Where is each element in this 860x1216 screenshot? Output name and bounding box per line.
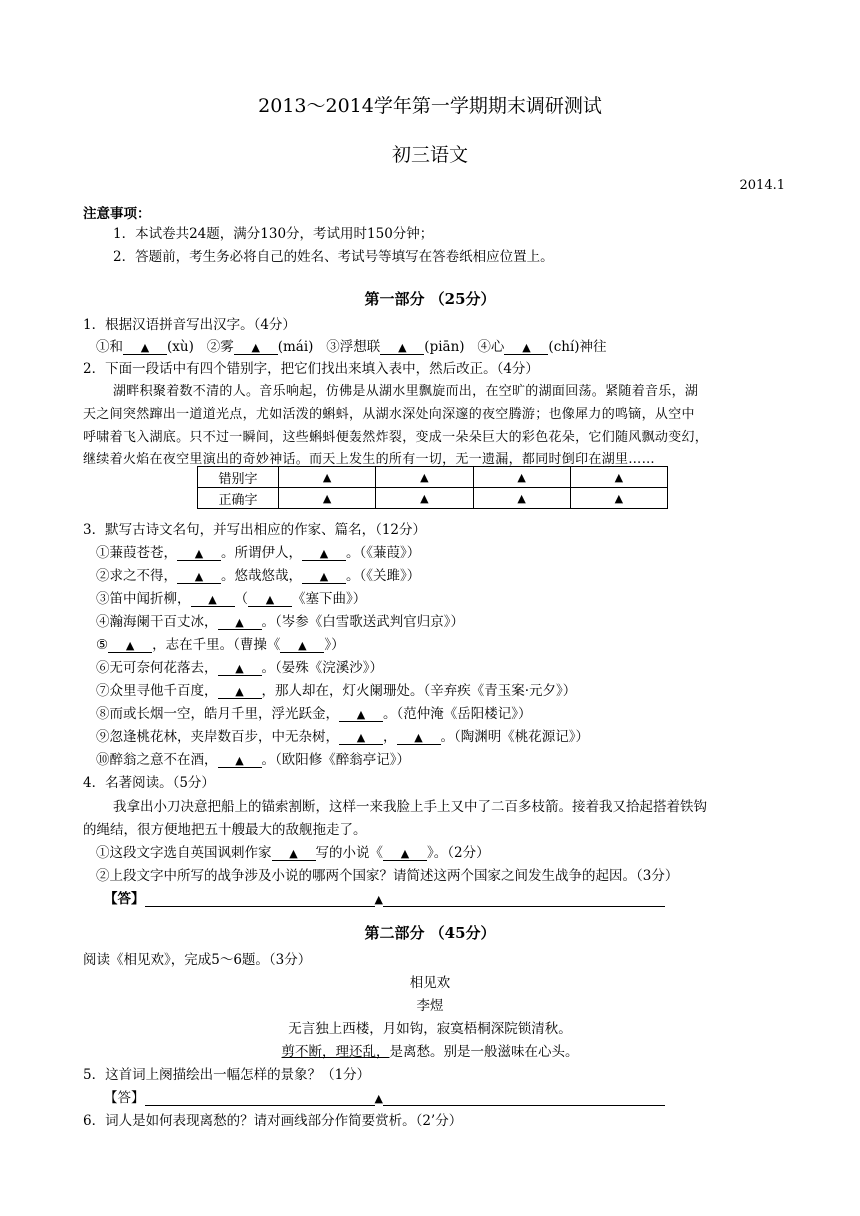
q3-blank[interactable]: ▲ — [302, 547, 346, 561]
poem-line-1: 无言独上西楼，月如钩，寂寞梧桐深院锁清秋。 — [288, 1021, 572, 1037]
q2-passage-line-2: 天之间突然蹿出一道道光点，尤如活泼的蝌蚪，从湖水深处向深邃的夜空腾游；也像犀力的鸣镝，从空中 — [83, 407, 695, 422]
note-item-2: 2．答题前，考生务必将自己的姓名、考试号等填写在答卷纸相应位置上。 — [113, 249, 554, 265]
q3-item-1 — [96, 541, 420, 561]
poem-author: 李煜 — [416, 998, 444, 1014]
q4-passage-line-1: 我拿出小刀决意把船上的锚索割断，这样一来我脸上手上又中了二百多枝箭。接着我又拾起搭着铁钩 — [113, 799, 707, 815]
q3-item-text: 》） — [324, 637, 345, 653]
q3-item-5 — [96, 633, 345, 653]
q3-item-text: 。（晏殊《浣溪沙》） — [261, 660, 383, 676]
poem-title: 相见欢 — [409, 975, 451, 991]
q3-item-text: ⑩醉翁之意不在酒， — [96, 752, 218, 768]
q1-item-3-post: (piān) — [424, 339, 465, 355]
q1-items — [96, 335, 607, 355]
q2-passage-line-1: 湖畔积聚着数不清的人。音乐响起，仿佛是从湖水里飘旋而出，在空旷的湖面回荡。紧随着音乐，湖 — [113, 384, 699, 399]
q3-item-text: 。（欧阳修《醉翁亭记》） — [261, 752, 410, 768]
q3-item-text: （ — [234, 591, 248, 607]
q4-passage-line-2: 的绳结，很方便地把五十艘最大的敌舰拖走了。 — [83, 822, 367, 838]
q3-blank[interactable]: ▲ — [339, 708, 383, 722]
q4-answer-row — [104, 887, 665, 907]
q3-item-text: 。悠哉悠哉， — [221, 568, 302, 584]
answer-line[interactable] — [145, 892, 375, 907]
q1-item-4-pre: ④心 — [477, 339, 505, 355]
answer-line[interactable] — [383, 892, 665, 907]
poem-line-2 — [0, 1040, 860, 1060]
table-label-wrong: 错别字 — [198, 467, 279, 488]
q3-blank[interactable]: ▲ — [218, 685, 262, 699]
table-cell[interactable]: ▲ — [376, 467, 473, 488]
q3-item-text: ，志在千里。（曹操《 — [152, 637, 281, 653]
q3-item-text: 。（陶渊明《桃花源记》） — [440, 729, 589, 745]
q3-item-text: ⑦众里寻他千百度， — [96, 683, 218, 699]
answer-line[interactable] — [383, 1091, 665, 1106]
answer-mark: ▲ — [374, 893, 383, 906]
q1-item-2-pre: ②雾 — [206, 339, 234, 355]
table-cell[interactable]: ▲ — [279, 467, 376, 488]
q1-blank-3[interactable]: ▲ — [380, 341, 424, 355]
poem-underlined-phrase: 剪不断，理还乱， — [281, 1044, 390, 1060]
q3-item-text: 。所谓伊人， — [221, 545, 302, 561]
table-cell[interactable]: ▲ — [570, 488, 667, 509]
q4-stem: 4．名著阅读。（5分） — [83, 775, 215, 791]
q3-blank[interactable]: ▲ — [177, 547, 221, 561]
q3-item-8 — [96, 702, 532, 722]
q3-item-text: 。（《关雎》） — [346, 568, 421, 584]
q4-sub2: ②上段文字中所写的战争涉及小说的哪两个国家？请简述这两个国家之间发生战争的起因。（3分） — [96, 868, 679, 884]
q3-blank[interactable]: ▲ — [218, 754, 262, 768]
q3-item-9 — [96, 725, 589, 745]
q3-item-text: ⑤ — [96, 637, 109, 653]
table-cell[interactable]: ▲ — [376, 488, 473, 509]
q4-sub1-text: ①这段文字选自英国讽刺作家 — [96, 845, 272, 861]
q3-blank[interactable]: ▲ — [218, 662, 262, 676]
q3-blank[interactable]: ▲ — [339, 731, 383, 745]
q3-item-10 — [96, 748, 410, 768]
q2-passage-line-3: 呼啸着飞入湖底。只不过一瞬间，这些蝌蚪便轰然炸裂，变成一朵朵巨大的彩色花朵，它们随风飘动变幻， — [83, 430, 709, 445]
q6-stem: 6．词人是如何表现离愁的？请对画线部分作简要赏析。（2’分） — [83, 1113, 463, 1129]
table-row — [198, 488, 668, 509]
q1-item-4-post: (chí)神往 — [548, 339, 607, 355]
q3-item-text: 。（岑参《白雪歌送武判官归京》） — [261, 614, 464, 630]
q3-blank[interactable]: ▲ — [248, 593, 292, 607]
q3-item-text: 。（范仲淹《岳阳楼记》） — [383, 706, 532, 722]
note-item-1: 1．本试卷共24题，满分130分，考试用时150分钟； — [113, 226, 434, 242]
q3-blank[interactable]: ▲ — [397, 731, 441, 745]
q3-item-2 — [96, 564, 420, 584]
q3-stem: 3．默写古诗文名句，并写出相应的作家、篇名，（12分） — [83, 522, 427, 538]
q4-sub1-text: 》。（2分） — [427, 845, 490, 861]
q3-item-text: ①蒹葭苍苍， — [96, 545, 177, 561]
table-cell[interactable]: ▲ — [570, 467, 667, 488]
q3-blank[interactable]: ▲ — [302, 570, 346, 584]
q1-blank-1[interactable]: ▲ — [123, 341, 167, 355]
q1-item-1-pre: ①和 — [96, 339, 123, 355]
q3-blank[interactable]: ▲ — [177, 570, 221, 584]
answer-label: 【答】 — [104, 1090, 145, 1106]
q1-item-3-pre: ③浮想联 — [326, 339, 381, 355]
table-cell[interactable]: ▲ — [473, 467, 570, 488]
part2-intro: 阅读《相见欢》，完成5～6题。（3分） — [83, 952, 312, 968]
q3-item-text: ⑥无可奈何花落去， — [96, 660, 218, 676]
q3-item-7 — [96, 679, 576, 699]
table-cell[interactable]: ▲ — [473, 488, 570, 509]
q3-item-text: ③笛中闻折柳， — [96, 591, 191, 607]
exam-subject: 初三语文 — [391, 144, 468, 166]
q3-blank[interactable]: ▲ — [218, 616, 262, 630]
q5-answer-row — [104, 1086, 665, 1106]
exam-title: 2013～2014学年第一学期期末调研测试 — [258, 95, 602, 117]
q1-blank-4[interactable]: ▲ — [504, 341, 548, 355]
q3-blank[interactable]: ▲ — [191, 593, 235, 607]
q3-item-4 — [96, 610, 464, 630]
table-cell[interactable]: ▲ — [279, 488, 376, 509]
q2-stem: 2．下面一段话中有四个错别字，把它们找出来填入表中，然后改正。（4分） — [83, 361, 539, 377]
q3-item-text: 《塞下曲》） — [292, 591, 367, 607]
q3-item-6 — [96, 656, 383, 676]
q3-item-text: ⑧而或长烟一空，皓月千里，浮光跃金， — [96, 706, 339, 722]
q3-item-text: ⑨忽逢桃花林，夹岸数百步，中无杂树， — [96, 729, 339, 745]
answer-line[interactable] — [145, 1091, 375, 1106]
exam-date: 2014.1 — [739, 178, 785, 193]
q1-item-1-post: (xù) — [167, 339, 194, 355]
q2-passage-line-4: 继续着火焰在夜空里演出的奇妙神话。而天上发生的所有一切，无一遗漏，都同时倒印在湖里…… — [83, 452, 655, 467]
q4-blank-author[interactable]: ▲ — [272, 847, 316, 861]
q3-item-text: 。（《蒹葭》） — [346, 545, 421, 561]
q4-sub1 — [96, 841, 490, 861]
q4-sub1-text: 写的小说《 — [315, 845, 383, 861]
answer-mark: ▲ — [374, 1092, 383, 1105]
q3-blank[interactable]: ▲ — [280, 639, 324, 653]
poem-line-2-rest: 是离愁。别是一般滋味在心头。 — [389, 1044, 579, 1060]
q1-item-2-post: (mái) — [277, 339, 314, 355]
answer-label: 【答】 — [104, 891, 145, 907]
q1-stem: 1．根据汉语拼音写出汉字。（4分） — [83, 317, 296, 333]
table-row — [198, 467, 668, 488]
q3-blank[interactable]: ▲ — [108, 639, 152, 653]
q3-item-text: ，那人却在，灯火阑珊处。（辛弃疾《青玉案·元夕》） — [261, 683, 577, 699]
q3-item-text: ②求之不得， — [96, 568, 177, 584]
q3-item-3 — [96, 587, 366, 607]
notes-heading: 注意事项： — [83, 206, 151, 222]
table-label-correct: 正确字 — [198, 488, 279, 509]
q3-item-text: ， — [383, 729, 397, 745]
q1-blank-2[interactable]: ▲ — [234, 341, 278, 355]
q5-stem: 5．这首词上阕描绘出一幅怎样的景象？（1分） — [83, 1067, 371, 1083]
q3-item-text: ④瀚海阑干百丈冰， — [96, 614, 218, 630]
part2-heading: 第二部分 （45分） — [364, 924, 496, 942]
q2-answer-table — [197, 466, 668, 509]
q4-blank-title[interactable]: ▲ — [383, 847, 427, 861]
part1-heading: 第一部分 （25分） — [364, 290, 496, 308]
